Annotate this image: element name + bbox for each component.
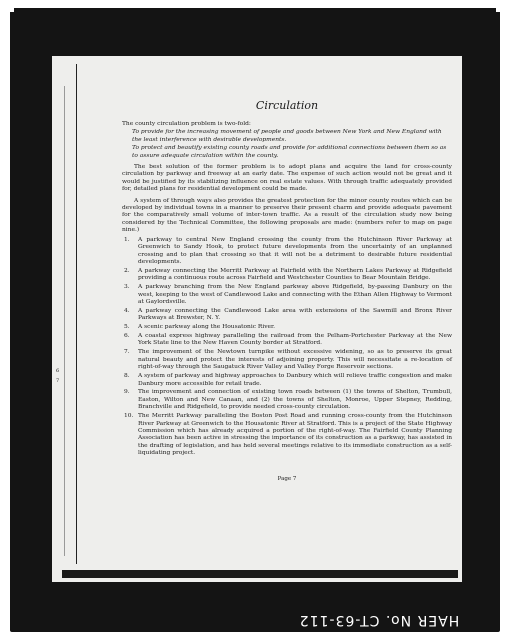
binding-line [76, 64, 77, 564]
document-body [122, 100, 452, 483]
goal-1: To provide for the increasing movement of people and goods between New York and New England with the least interference with desirable developments. [132, 129, 442, 143]
page-number: Page 7 [277, 475, 297, 482]
proposal-item-9: 9. The improvement and connection of existing town roads between (1) the towns of Shelton, Trumbull, Easton, Wilton and New Canaan, and (2) the towns of Shelton, Monroe, Upper Stepney, Redding, Branchville and Ridgefield, to provide needed cross-county circulation. [124, 389, 452, 411]
haer-caption: HAER No. CT-63-112 [298, 612, 460, 628]
proposal-item-4: 4. A parkway connecting the Candlewood Lake area with extensions of the Sawmill and Bronx River Parkways at Brewster, N. Y. [124, 307, 452, 322]
proposal-list [122, 237, 452, 458]
proposal-item-6: 6. A coastal express highway paralleling the railroad from the Pelham-Portchester Parkway at the New York State line to the New Haven County border at Stratford. [124, 333, 452, 347]
goal-2: To protect and beautify existing county roads and provide for additional connections between them so as to assure adequate circulation within the county. [132, 145, 447, 159]
proposal-item-10: 10. The Merritt Parkway paralleling the Boston Post Road and running cross-county from the Hutchinson River Parkway at Greenwich to the Housatonic River at Stratford. This is a project of the State Highway Commission which has already acquired a portion of the right-of-way. The Fairfield County Planning Association has been active in stressing the importance of its construction as a parkway, has assisted in the drafting of legislation, and has held several meetings relative to its immediate construction as a self-liquidating project. [124, 413, 452, 457]
margin-marks [56, 366, 59, 386]
corner-mark-left [10, 8, 14, 12]
corner-mark-right [496, 8, 500, 12]
proposal-item-1: 1. A parkway to central New England crossing the county from the Hutchinson River Parkway at Greenwich to Sandy Hook, to protect future developments from the uncertainty of an unplanned crossing and to plan that crossing so that it will not be a detriment to desirable future residential developments. [124, 236, 452, 265]
proposal-item-7: 7. The improvement of the Newtown turnpike without excessive widening, so as to preserve its great natural beauty and protect the interests of adjoining property. This will necessitate a re-location of right-of-way through the Saugatuck River Valley and Valley Forge Reservoir sections. [124, 349, 452, 371]
binding-shadow [64, 86, 65, 556]
proposal-item-3: 3. A parkway branching from the New England parkway above Ridgefield, by-passing Danbury on the west, keeping to the west of Candlewood Lake and connecting with the Ethan Allen Highway to Vermont at Gaylordsville. [124, 284, 452, 305]
page-title: Circulation [255, 99, 319, 112]
margin-mark-6: 6 [56, 368, 60, 374]
paragraph-2: A system of through ways also provides the greatest protection for the minor county routes which can be developed by individual towns in a manner to preserve their present charm and provide adequate pavement for the comparatively small volume of inter-town traffic. As a result of the circulation study now being considered by the Technical Committee, the following proposals are made: (numbers refer to map on page nine.) [122, 197, 452, 234]
intro-text: The county circulation problem is two-fold: [122, 121, 251, 127]
proposal-item-2: 2. A parkway connecting the Merritt Parkway at Fairfield with the Northern Lakes Parkway at Ridgefield providing a continuous route across Fairfield and Westchester Counties to Bear Mountain Bridge. [124, 267, 452, 282]
proposal-item-5: 5. A scenic parkway along the Housatonic River. [124, 324, 276, 331]
margin-mark-7: 7 [56, 378, 60, 384]
paragraph-1: The best solution of the former problem is to adopt plans and acquire the land for cross-county circulation by parkway and freeway at an early date. The expense of such action would not be great and it would be justified by its stabilizing influence on real estate values. With through traffic adequately provided for, detailed plans for residential development could be made. [122, 164, 452, 193]
proposal-item-8: 8. A system of parkway and highway approaches to Danbury which will relieve traffic congestion and make Danbury more accessible for retail trade. [124, 373, 452, 387]
page-bottom-edge [62, 570, 458, 578]
